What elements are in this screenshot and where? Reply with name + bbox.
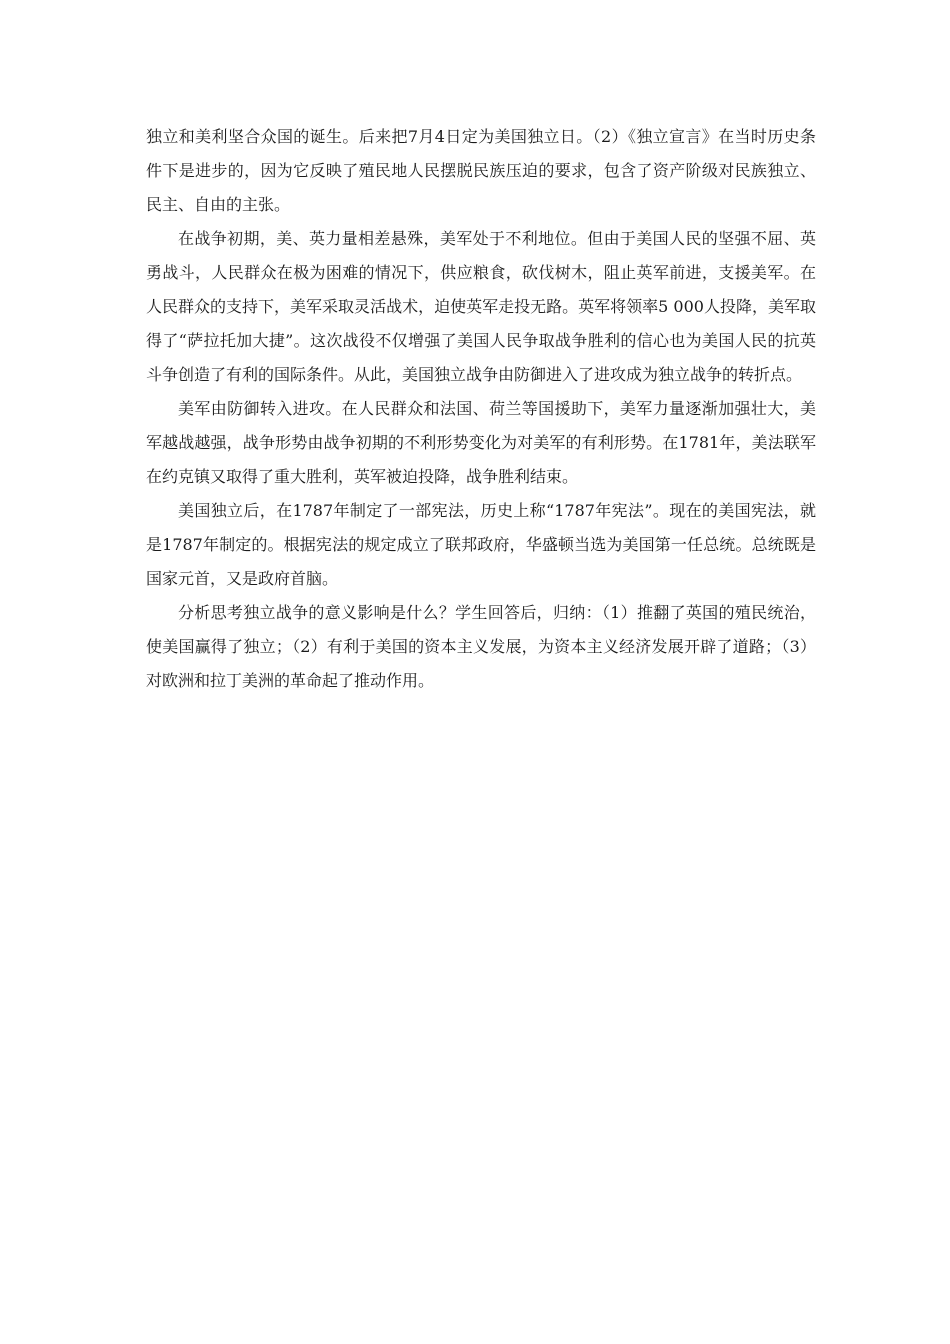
paragraph-significance: 分析思考独立战争的意义影响是什么？学生回答后，归纳：（1）推翻了英国的殖民统治，使美国赢得了独立；（2）有利于美国的资本主义发展，为资本主义经济发展开辟了道路；（3）对欧洲和拉丁美洲的革命起了推动作用。 [146,603,816,690]
paragraph-constitution: 美国独立后，在1787年制定了一部宪法，历史上称“1787年宪法”。现在的美国宪法，就是1787年制定的。根据宪法的规定成立了联邦政府，华盛顿当选为美国第一任总统。总统既是国家元首，又是政府首脑。 [146,501,816,588]
paragraph-yorktown: 美军由防御转入进攻。在人民群众和法国、荷兰等国援助下，美军力量逐渐加强壮大，美军越战越强，战争形势由战争初期的不利形势变化为对美军的有利形势。在1781年，美法联军在约克镇又取得了重大胜利，英军被迫投降，战争胜利结束。 [146,399,816,486]
paragraph-continuation: 独立和美利坚合众国的诞生。后来把7月4日定为美国独立日。（2）《独立宣言》在当时历史条件下是进步的，因为它反映了殖民地人民摆脱民族压迫的要求，包含了资产阶级对民族独立、民主、自由的主张。 [146,127,816,214]
paragraph-saratoga: 在战争初期，美、英力量相差悬殊，美军处于不利地位。但由于美国人民的坚强不屈、英勇战斗，人民群众在极为困难的情况下，供应粮食，砍伐树木，阻止英军前进，支援美军。在人民群众的支持下，美军采取灵活战术，迫使英军走投无路。英军将领率5 000人投降，美军取得了“萨拉托加大捷”。这次战役不仅增强了美国人民争取战争胜利的信心也为美国人民的抗英斗争创造了有利的国际条件。从此，美国独立战争由防御进入了进攻成为独立战争的转折点。 [146,229,816,384]
body-text [146,120,816,698]
